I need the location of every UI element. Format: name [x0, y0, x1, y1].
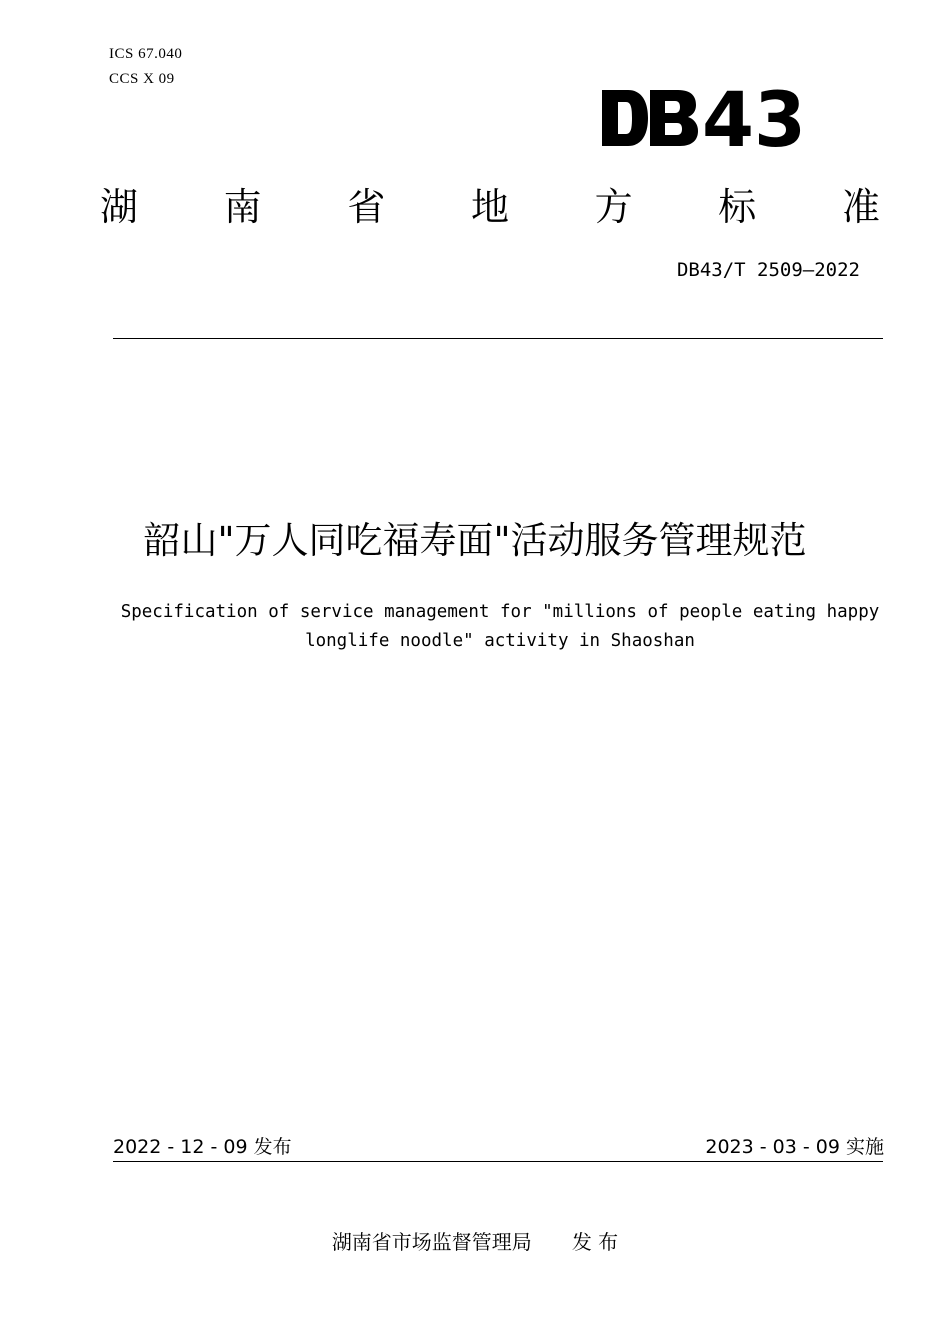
english-title — [60, 598, 940, 656]
standard-type-char: 南 — [223, 185, 262, 229]
logo-letter-d — [602, 90, 648, 146]
standard-type-heading — [100, 185, 880, 229]
issuer-line — [0, 1226, 950, 1255]
standard-type-char: 地 — [470, 185, 509, 229]
implementation-date: 2023 - 03 - 09 实施 — [705, 1136, 884, 1158]
chinese-title: 韶山"万人同吃福寿面"活动服务管理规范 — [143, 519, 807, 562]
standard-type-char: 方 — [594, 185, 633, 229]
footer-divider — [113, 1161, 883, 1162]
issue-date: 2022 - 12 - 09 发布 — [113, 1136, 292, 1158]
logo-letter-b — [650, 90, 698, 146]
ccs-code: CCS X 09 — [109, 71, 175, 87]
english-title-line: Specification of service management for "millions of people eating happy — [120, 602, 880, 622]
standard-type-char: 标 — [718, 185, 757, 229]
standard-type-char: 准 — [841, 185, 880, 229]
standard-type-char: 省 — [347, 185, 386, 229]
english-title-line: longlife noodle" activity in Shaoshan — [305, 631, 695, 651]
header-divider — [113, 338, 883, 339]
standard-number: DB43/T 2509—2022 — [676, 259, 860, 281]
issuer-name: 湖南省市场监督管理局 — [331, 1230, 532, 1254]
logo-digits: 43 — [702, 82, 806, 154]
ics-code: ICS 67.040 — [109, 46, 183, 62]
standard-type-char: 湖 — [100, 185, 139, 229]
issuer-action: 发 布 — [571, 1230, 619, 1254]
db43-logo — [598, 82, 810, 154]
